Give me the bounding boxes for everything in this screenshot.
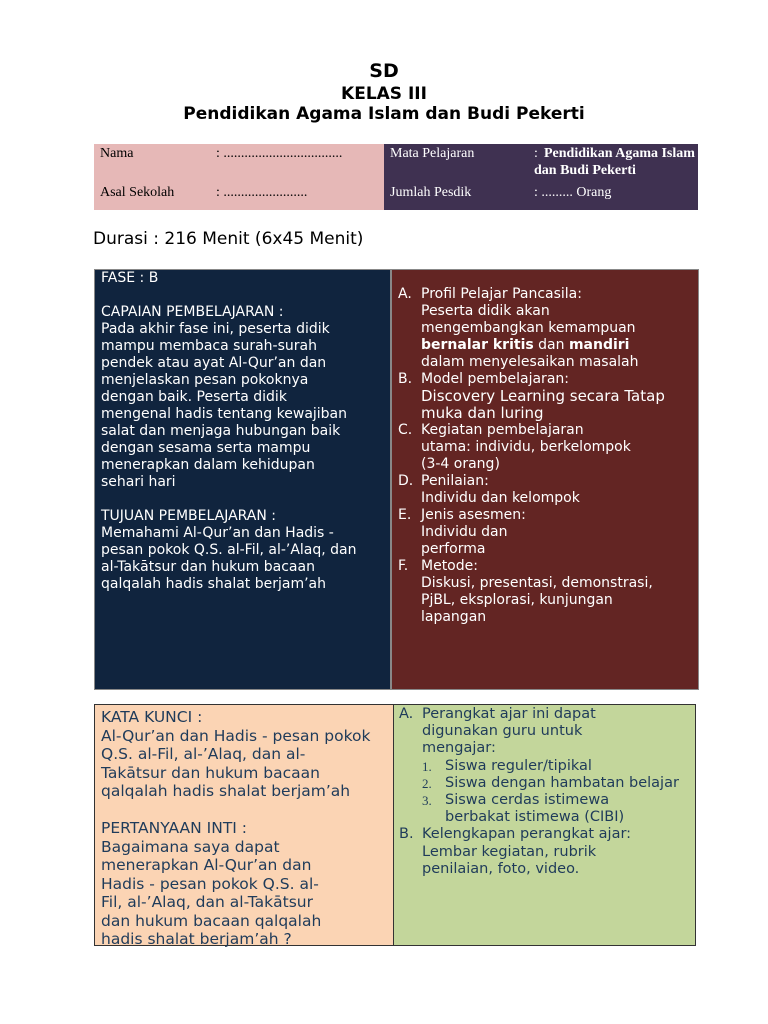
asesmen-line: performa: [421, 541, 486, 557]
kata-kunci-line: qalqalah hadis shalat berjam’ah: [101, 782, 351, 800]
keywords-box: [94, 704, 394, 946]
mata-pelajaran-colon: :: [534, 146, 538, 161]
pertanyaan-inti-line: Bagaimana saya dapat: [101, 837, 280, 856]
learning-model-list: [398, 286, 694, 626]
cp-line: sehari hari: [101, 474, 176, 490]
kata-kunci-line: Q.S. al-Fil, al-’Alaq, dan al-: [101, 745, 306, 763]
list-item: [398, 558, 694, 626]
kelengkapan-line: Lembar kegiatan, rubrik: [422, 843, 597, 860]
tp-line: pesan pokok Q.S. al-Fil, al-’Alaq, dan: [101, 542, 357, 558]
class-title: KELAS III: [341, 84, 427, 104]
kelengkapan-line: Kelengkapan perangkat ajar:: [422, 826, 632, 843]
pertanyaan-inti-line: Fil, al-’Alaq, dan al-Takātsur: [101, 893, 313, 911]
perangkat-line: Perangkat ajar ini dapat: [422, 706, 596, 722]
list-marker: F.: [398, 558, 409, 574]
cp-line: dengan baik. Peserta didik: [101, 389, 287, 405]
list-item: [398, 473, 694, 507]
list-marker: A.: [399, 706, 414, 722]
cp-line: dengan sesama serta mampu: [101, 440, 311, 456]
perangkat-line: digunakan guru untuk: [422, 723, 583, 740]
list-item: [422, 792, 693, 826]
teaching-tools-box: [393, 704, 696, 946]
subject-title: Pendidikan Agama Islam dan Budi Pekerti: [183, 104, 585, 124]
profil-title: Profil Pelajar Pancasila:: [421, 286, 582, 302]
list-marker: 2.: [422, 775, 432, 791]
list-marker: A.: [398, 286, 412, 302]
asal-sekolah-label: Asal Sekolah: [100, 185, 175, 200]
cp-line: Pada akhir fase ini, peserta didik: [101, 321, 330, 337]
metode-line: lapangan: [421, 609, 487, 625]
kegiatan-line: (3-4 orang): [421, 456, 500, 472]
cp-line: salat dan menjaga hubungan baik: [101, 423, 341, 439]
student-type: Siswa cerdas istimewa: [445, 792, 610, 809]
cp-line: mengenal hadis tentang kewajiban: [101, 406, 348, 422]
mata-pelajaran-label: Mata Pelajaran: [390, 146, 475, 161]
learning-model-box: [391, 269, 699, 690]
info-table: [94, 144, 698, 210]
tp-text: [101, 525, 384, 593]
pertanyaan-inti-line: dan hukum bacaan qalqalah: [101, 911, 322, 930]
list-item: [399, 706, 693, 826]
list-marker: 3.: [422, 793, 432, 809]
list-item: [398, 371, 694, 422]
duration-text: Durasi : 216 Menit (6x45 Menit): [93, 229, 364, 249]
metode-title: Metode:: [421, 558, 478, 574]
metode-line: Diskusi, presentasi, demonstrasi,: [421, 575, 653, 591]
jumlah-pesdik-value[interactable]: : ......... Orang: [534, 185, 612, 200]
kata-kunci-text: [101, 727, 387, 801]
kegiatan-title: Kegiatan pembelajaran: [421, 422, 584, 438]
kata-kunci-title: KATA KUNCI :: [101, 708, 203, 726]
list-item: [399, 826, 693, 878]
jumlah-pesdik-label: Jumlah Pesdik: [390, 185, 472, 200]
pertanyaan-inti-line: hadis shalat berjam’ah ?: [101, 930, 292, 948]
asesmen-title: Jenis asesmen:: [421, 507, 526, 523]
pertanyaan-inti-line: menerapkan Al-Qur’an dan: [101, 856, 312, 874]
student-type: Siswa dengan hambatan belajar: [445, 774, 679, 791]
student-info-cell: [94, 144, 384, 210]
cp-title: CAPAIAN PEMBELAJARAN :: [101, 304, 284, 320]
profil-line: mengembangkan kemampuan: [421, 320, 636, 336]
list-item: [422, 775, 693, 792]
list-marker: E.: [398, 507, 412, 523]
pertanyaan-inti-text: [101, 838, 387, 949]
learning-outcomes-box: [94, 269, 391, 690]
pertanyaan-inti-title: PERTANYAAN INTI :: [101, 819, 248, 837]
penilaian-line: Individu dan kelompok: [421, 490, 580, 506]
asesmen-line: Individu dan: [421, 524, 508, 540]
model-title: Model pembelajaran:: [421, 371, 569, 387]
cp-line: menerapkan dalam kehidupan: [101, 457, 315, 473]
fase-label: FASE : B: [101, 270, 159, 286]
cp-line: mampu membaca surah-surah: [101, 338, 317, 354]
student-type: berbakat istimewa (CIBI): [445, 809, 625, 826]
kelengkapan-line: penilaian, foto, video.: [422, 860, 580, 877]
mata-pelajaran-value-cont: dan Budi Pekerti: [534, 163, 636, 178]
list-item: [398, 507, 694, 558]
cp-line: pendek atau ayat Al-Qur’an dan: [101, 355, 327, 371]
subject-info-cell: [384, 144, 698, 210]
teaching-tools-list: [399, 706, 693, 878]
list-marker: B.: [399, 826, 414, 843]
conjunction: dan: [533, 337, 569, 353]
perangkat-line: mengajar:: [422, 740, 496, 757]
student-type-list: [422, 758, 693, 827]
model-line: Discovery Learning secara Tatap: [421, 387, 665, 405]
nama-value[interactable]: : ..................................: [216, 146, 343, 161]
list-item: [398, 286, 694, 371]
tp-title: TUJUAN PEMBELAJARAN :: [101, 508, 277, 524]
list-marker: 1.: [422, 758, 432, 774]
kata-kunci-line: Takātsur dan hukum bacaan: [101, 763, 320, 782]
nama-label: Nama: [100, 146, 134, 161]
level-title: SD: [369, 60, 399, 82]
profil-line: Peserta didik akan: [421, 303, 550, 319]
mata-pelajaran-value: Pendidikan Agama Islam: [544, 146, 695, 161]
profil-line: [421, 337, 694, 354]
asal-sekolah-value[interactable]: : ........................: [216, 185, 308, 200]
metode-line: PjBL, eksplorasi, kunjungan: [421, 592, 613, 608]
tp-line: qalqalah hadis shalat berjam’ah: [101, 576, 327, 592]
kata-kunci-line: Al-Qur’an dan Hadis - pesan pokok: [101, 726, 371, 745]
cp-line: menjelaskan pesan pokoknya: [101, 372, 309, 388]
tp-line: Memahami Al-Qur’an dan Hadis -: [101, 525, 334, 541]
profil-line: dalam menyelesaikan masalah: [421, 354, 639, 370]
student-type: Siswa reguler/tipikal: [445, 757, 592, 774]
bernalar-kritis: bernalar kritis: [421, 337, 534, 353]
tp-line: al-Takātsur dan hukum bacaan: [101, 559, 315, 575]
penilaian-title: Penilaian:: [421, 473, 489, 489]
pertanyaan-inti-line: Hadis - pesan pokok Q.S. al-: [101, 874, 319, 893]
model-line: muka dan luring: [421, 404, 544, 422]
list-marker: D.: [398, 473, 414, 489]
list-item: [422, 758, 693, 775]
mandiri: mandiri: [568, 337, 630, 353]
list-marker: B.: [398, 371, 413, 387]
list-item: [398, 422, 694, 473]
cp-text: [101, 321, 384, 491]
list-marker: C.: [398, 422, 413, 438]
kegiatan-line: utama: individu, berkelompok: [421, 439, 631, 455]
